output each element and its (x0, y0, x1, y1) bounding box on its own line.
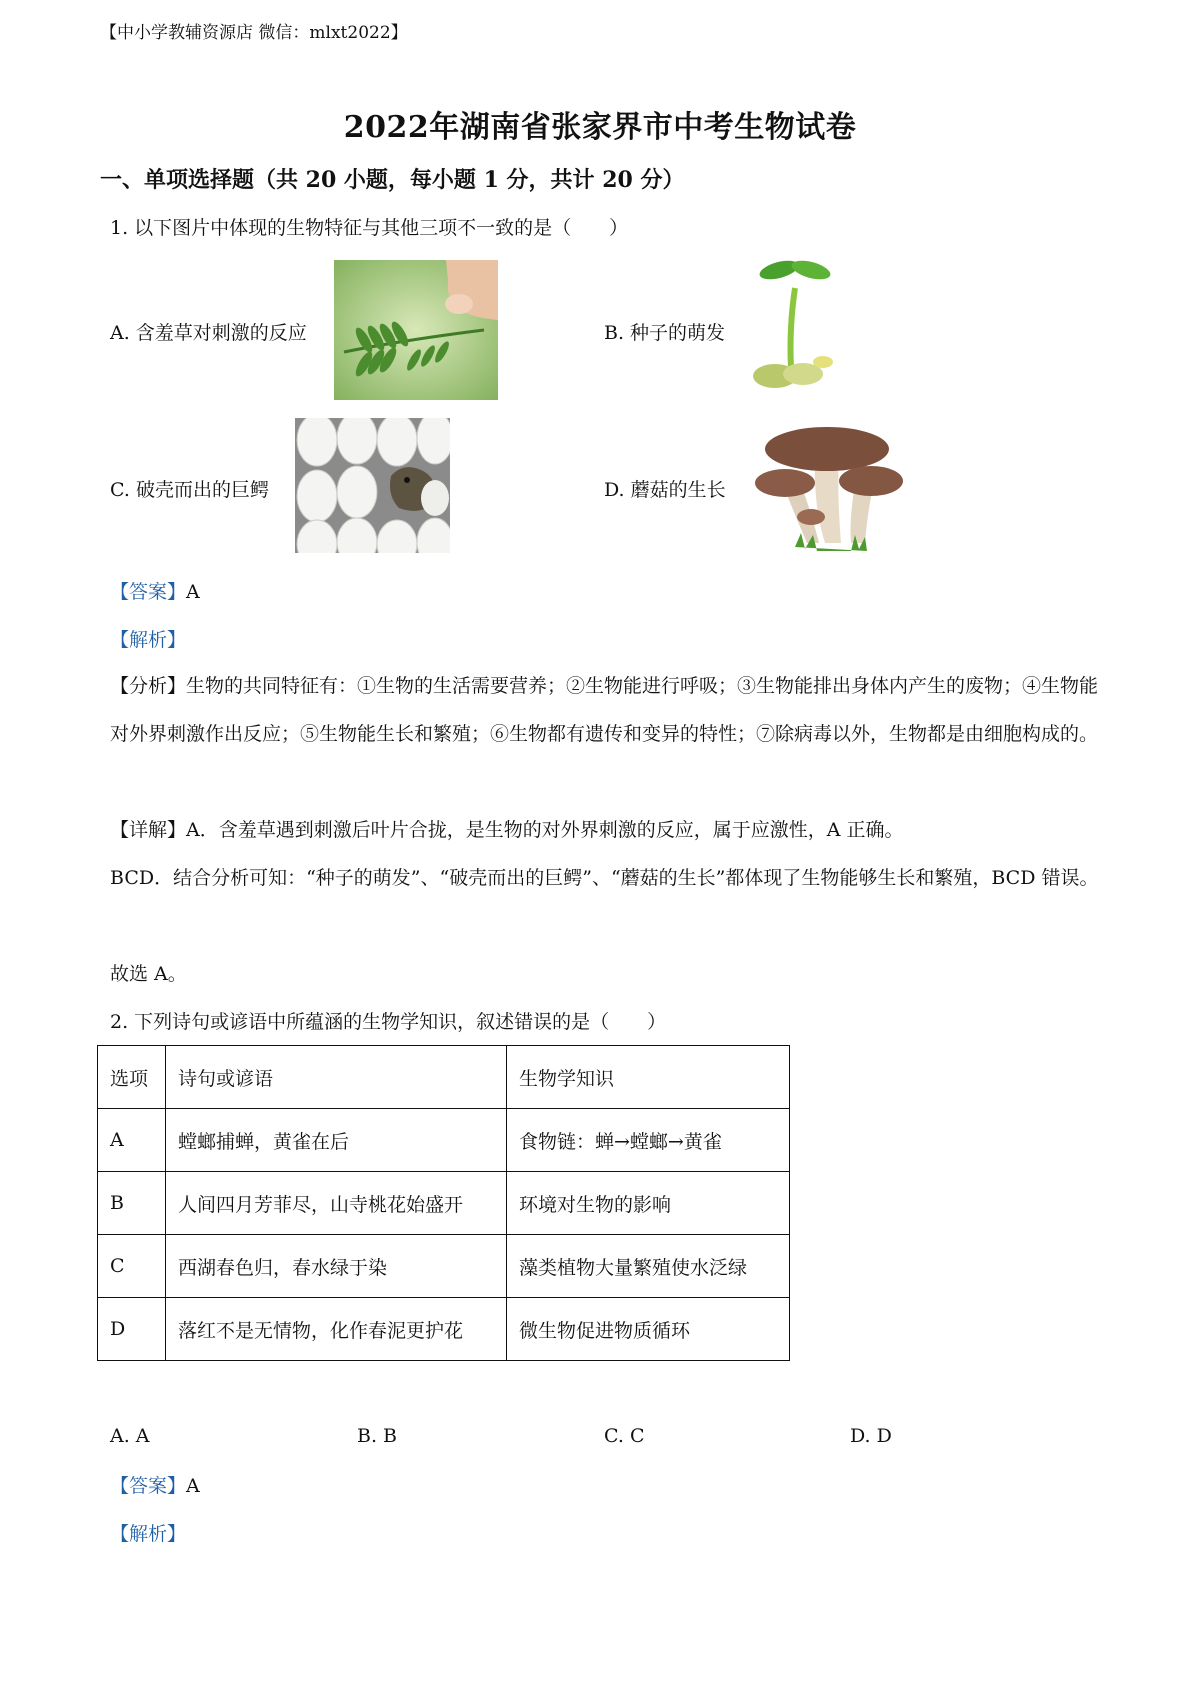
mushroom-image (755, 415, 905, 560)
table-cell: C (98, 1235, 166, 1298)
q1-analysis-tag: 【解析】 (110, 629, 187, 651)
q2-choice-a: A. A (110, 1425, 150, 1447)
table-row (98, 1235, 790, 1298)
table-cell: A (98, 1109, 166, 1172)
table-cell: D (98, 1298, 166, 1361)
q2-answer-tag: 【答案】 (110, 1475, 187, 1497)
table-cell: 食物链：蝉→螳螂→黄雀 (507, 1109, 790, 1172)
table-cell: 落红不是无情物，化作春泥更护花 (166, 1298, 507, 1361)
q1-option-a-label: A. 含羞草对刺激的反应 (110, 322, 307, 344)
q1-stem: 1. 以下图片中体现的生物特征与其他三项不一致的是（ ） (110, 217, 629, 239)
table-row (98, 1109, 790, 1172)
table-row (98, 1298, 790, 1361)
table-cell: 藻类植物大量繁殖使水泛绿 (507, 1235, 790, 1298)
q1-conclusion: 故选 A。 (110, 963, 187, 985)
q2-answer-value: A (186, 1475, 200, 1497)
q2-choice-d: D. D (850, 1425, 892, 1447)
q1-answer-value: A (186, 581, 200, 603)
mimosa-image (334, 260, 498, 400)
table-header-cell: 选项 (98, 1046, 166, 1109)
q1-bcd: BCD．结合分析可知：“种子的萌发”、“破壳而出的巨鳄”、“蘑菇的生长”都体现了生物能够生长和繁殖，BCD 错误。 (110, 867, 1099, 889)
q1-option-c-label: C. 破壳而出的巨鳄 (110, 479, 269, 501)
q1-fenxi: 【分析】生物的共同特征有：①生物的生活需要营养；②生物能进行呼吸；③生物能排出身体内产生的废物；④生物能对外界刺激作出反应；⑤生物能生长和繁殖；⑥生物都有遗传和变异的特性；⑦除病毒以外，生物都是由细胞构成的。 (110, 675, 1099, 745)
table-cell: 微生物促进物质循环 (507, 1298, 790, 1361)
table-cell: 环境对生物的影响 (507, 1172, 790, 1235)
table-header-cell: 生物学知识 (507, 1046, 790, 1109)
table-cell: 西湖春色归，春水绿于染 (166, 1235, 507, 1298)
q2-choice-b: B. B (357, 1425, 398, 1447)
q2-choice-c: C. C (604, 1425, 645, 1447)
q1-answer-tag: 【答案】 (110, 581, 187, 603)
watermark: 【中小学教辅资源店 微信：mlxt2022】 (100, 23, 408, 43)
table-cell: 人间四月芳菲尽，山寺桃花始盛开 (166, 1172, 507, 1235)
table-cell: 螳螂捕蝉，黄雀在后 (166, 1109, 507, 1172)
section-heading: 一、单项选择题（共 20 小题，每小题 1 分，共计 20 分） (100, 167, 685, 193)
q2-stem: 2. 下列诗句或谚语中所蕴涵的生物学知识，叙述错误的是（ ） (110, 1011, 667, 1033)
q1-xiangjie: 【详解】A．含羞草遇到刺激后叶片合拢，是生物的对外界刺激的反应，属于应激性，A 正确。 (110, 819, 904, 841)
page-title: 2022年湖南省张家界市中考生物试卷 (343, 110, 857, 145)
q2-analysis-tag: 【解析】 (110, 1523, 187, 1545)
q2-table (97, 1045, 790, 1361)
table-header-cell: 诗句或谚语 (166, 1046, 507, 1109)
q1-option-b-label: B. 种子的萌发 (604, 322, 726, 344)
q1-option-d-label: D. 蘑菇的生长 (604, 479, 726, 501)
table-header-row (98, 1046, 790, 1109)
seedling-image (745, 258, 837, 398)
table-row (98, 1172, 790, 1235)
table-cell: B (98, 1172, 166, 1235)
crocodile-eggs-image (295, 418, 450, 553)
